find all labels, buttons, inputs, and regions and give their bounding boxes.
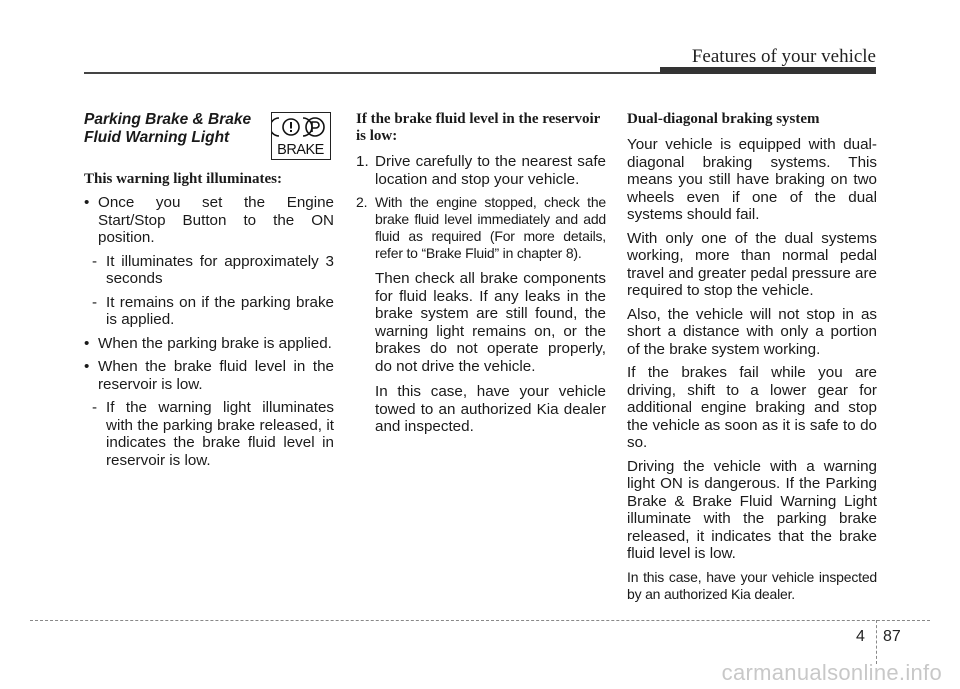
paragraph: With only one of the dual systems working, more than normal pedal travel and greater pedal pressure are required to stop the vehicle.	[627, 229, 877, 299]
section-title	[84, 111, 334, 147]
bullet-mark: •	[84, 194, 90, 211]
page-number-divider	[876, 620, 877, 664]
paragraph: If the brakes fail while you are driving, shift to a lower gear for additional engine braking and stop the vehicle as soon as it is safe to do so.	[627, 364, 877, 451]
fluid-low-subhead: If the brake fluid level in the reservoir is low:	[356, 111, 600, 144]
bullet-mark: •	[84, 334, 90, 352]
footer-rule	[30, 620, 930, 621]
list-item-text: When the brake fluid level in the reservoir is low.	[98, 358, 334, 393]
watermark: carmanualsonline.info	[721, 660, 942, 685]
header-title: Features of your vehicle	[691, 46, 876, 67]
dash-mark: -	[92, 252, 98, 270]
paragraph: Driving the vehicle with a warning light ON is dangerous. If the Parking Brake & Brake Fluid Warning Light illuminate with the parking brake released, it indicates that the brake fluid level is low.	[627, 457, 877, 562]
step-number: 1.	[356, 153, 369, 170]
list-item-text: Once you set the Engine Start/Stop Button to the ON position.	[98, 194, 334, 246]
paragraph: In this case, have your vehicle towed to an authorized Kia dealer and inspected.	[375, 383, 606, 435]
sub-list-item-text: It illuminates for approximately 3 seconds	[106, 252, 334, 287]
list-item-text: When the parking brake is applied.	[98, 334, 332, 352]
paragraph: In this case, have your vehicle inspected by an authorized Kia dealer.	[627, 568, 877, 602]
step-text: Drive carefully to the nearest safe location and stop your vehicle.	[375, 153, 606, 188]
sub-list-item-text: If the warning light illuminates with the parking brake released, it indicates the brake fluid level in reservoir is low.	[106, 399, 334, 469]
sub-list-item	[84, 253, 334, 288]
chapter-number: 4	[856, 628, 865, 645]
dash-mark: -	[92, 293, 98, 311]
step-text: With the engine stopped, check the brake fluid level immediately and add fluid as required (For more details, refer to “Brake Fluid” in chapter 8).	[375, 194, 606, 261]
sub-list-item-text: It remains on if the parking brake is applied.	[106, 293, 334, 328]
step-item	[356, 153, 606, 188]
paragraph: Also, the vehicle will not stop in as short a distance with only a portion of the brake system working.	[627, 305, 877, 358]
brake-icon-label: BRAKE	[277, 142, 324, 158]
column-left	[84, 111, 334, 469]
step-item	[356, 194, 606, 262]
list-item	[84, 358, 334, 393]
page-number: 87	[883, 628, 901, 645]
step-number: 2.	[356, 194, 368, 210]
illuminates-subhead: This warning light illuminates:	[84, 171, 282, 187]
section-title-line1: Parking Brake & Brake	[84, 111, 252, 128]
section-title-line2: Fluid Warning Light	[84, 129, 230, 146]
dash-mark: -	[92, 399, 98, 416]
column-right	[627, 111, 877, 603]
sub-list-item	[84, 294, 334, 329]
sub-list-item	[84, 399, 334, 469]
bullet-mark: •	[84, 358, 90, 375]
column-middle	[356, 111, 606, 436]
list-item	[84, 194, 334, 247]
dual-diagonal-subhead: Dual-diagonal braking system	[627, 111, 820, 127]
header-rule-accent	[660, 67, 876, 74]
list-item	[84, 335, 334, 353]
paragraph: Then check all brake components for fluid leaks. If any leaks in the brake system are still found, the warning light remains on, or the brakes do not operate properly, do not drive the vehicle.	[375, 270, 606, 375]
paragraph: Your vehicle is equipped with dual-diagonal braking systems. This means you still have braking on two wheels even if one of the dual systems should fail.	[627, 136, 877, 223]
